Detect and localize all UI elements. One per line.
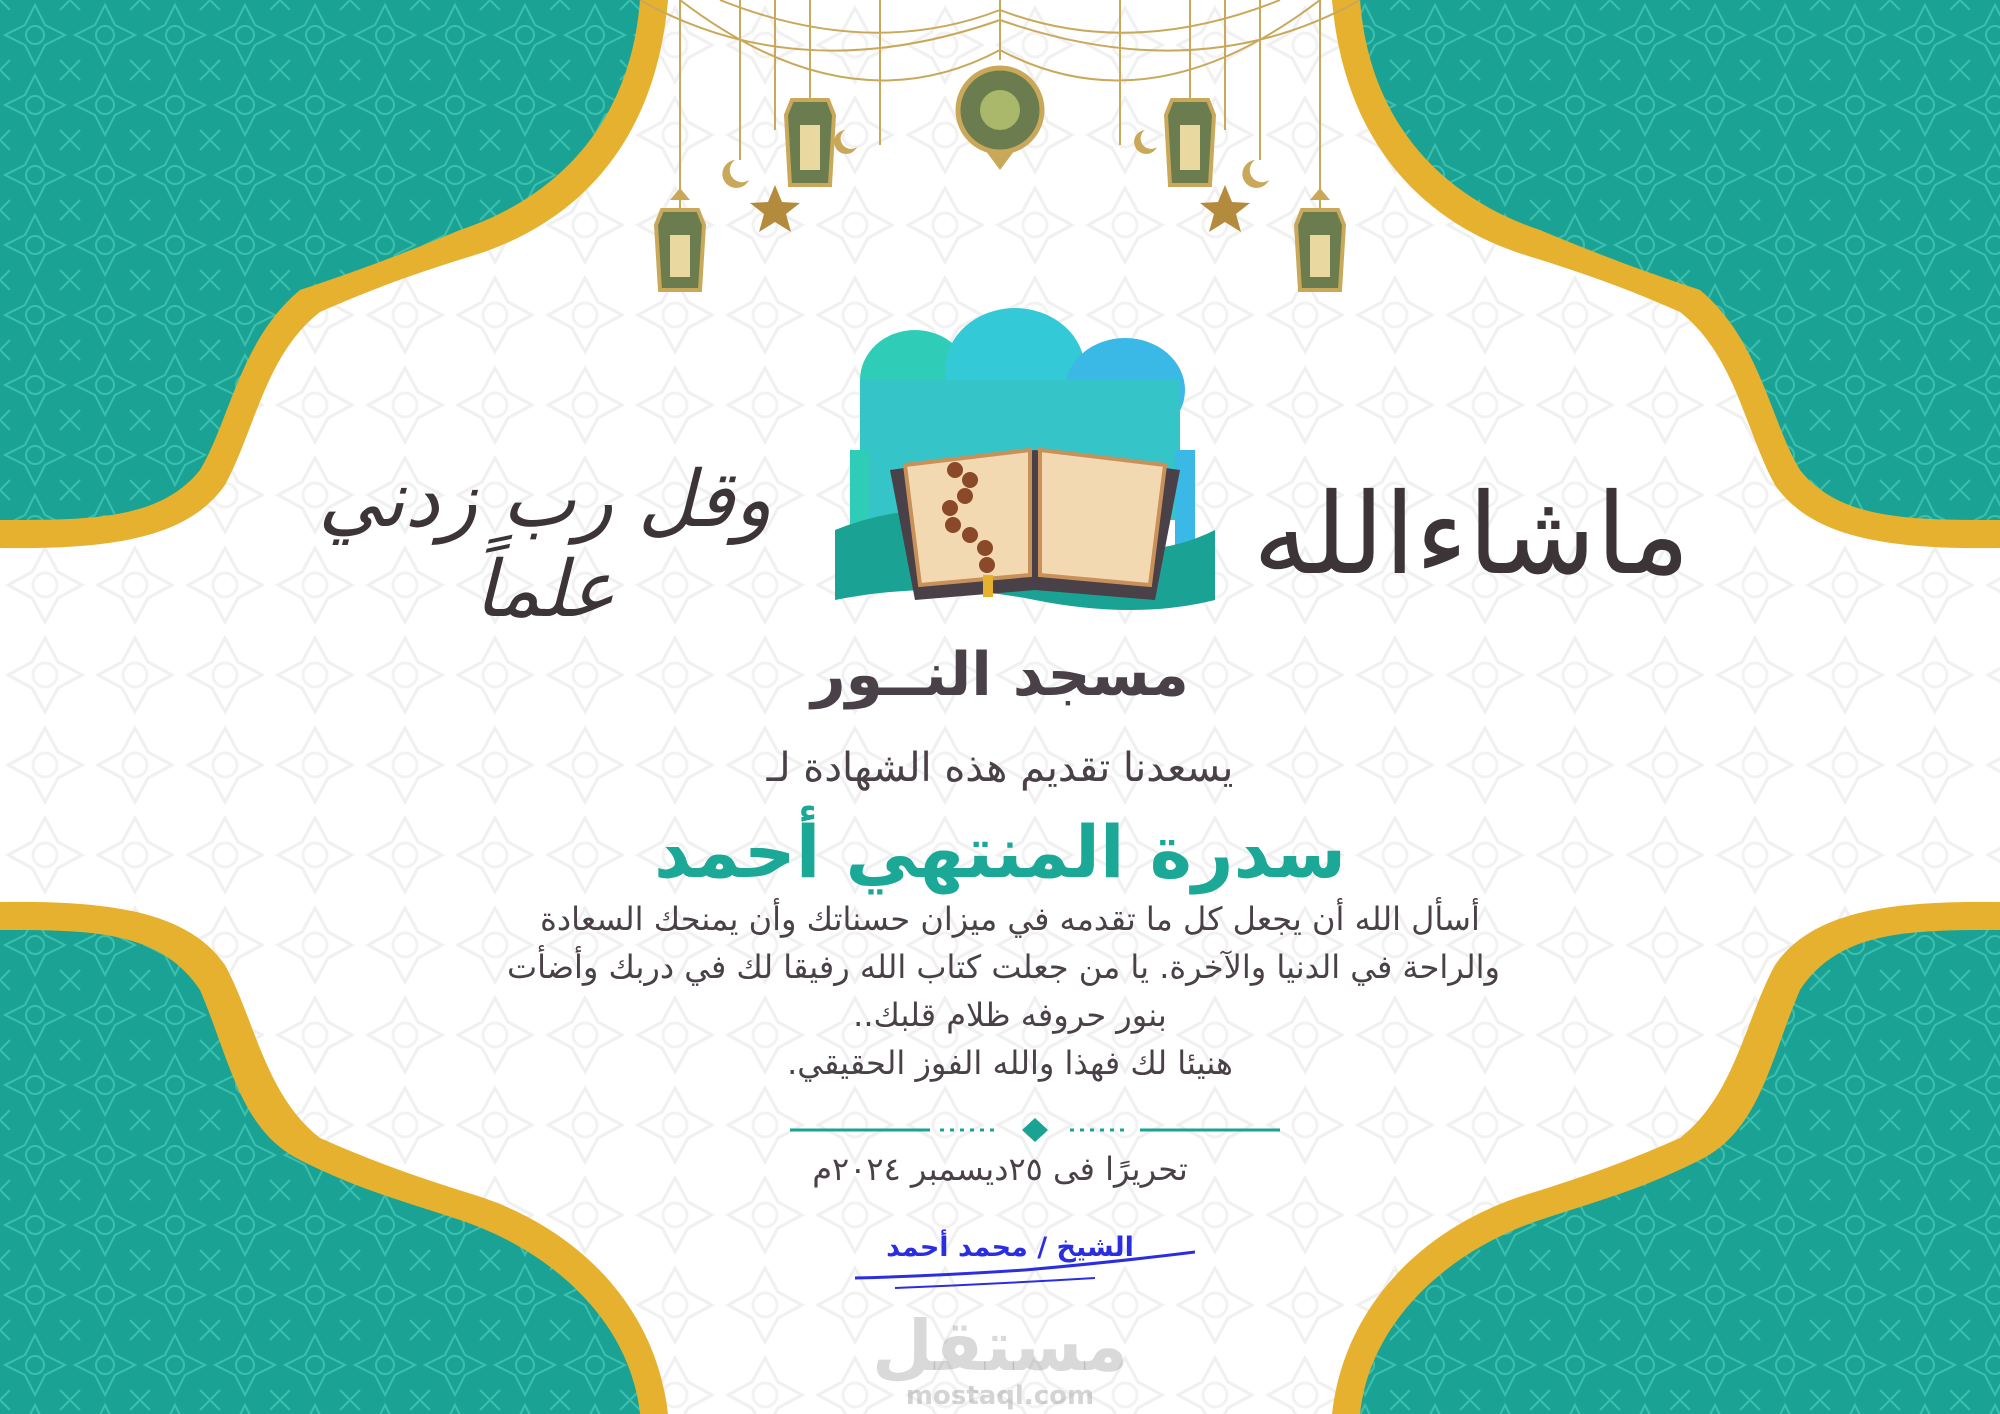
crescent-icon [1134, 130, 1157, 154]
crescent-icon [1242, 160, 1269, 188]
message-line: والراحة في الدنيا والآخرة. يا من جعلت كتاب الله رفيقا لك في دربك وأضأت [506, 948, 1500, 986]
mosque-emblem [835, 300, 1235, 640]
issue-date: تحريرًا فى ٢٥ديسمبر ٢٠٢٤م [812, 1150, 1188, 1188]
message-line: هنيئا لك فهذا والله الفوز الحقيقي. [787, 1044, 1233, 1082]
calligraphy-mashallah: ماشاءالله [1252, 470, 1690, 600]
lantern-icon [958, 68, 1042, 170]
star-icon [750, 185, 800, 232]
recipient-name: سدرة المنتهي أحمد [653, 810, 1347, 894]
crescent-icon [834, 130, 857, 154]
message-line: بنور حروفه ظلام قلبك.. [853, 996, 1167, 1034]
signature-stroke [855, 1248, 1195, 1293]
divider-ornament-icon [790, 1115, 1280, 1145]
star-icon [1200, 185, 1250, 232]
intro-line: يسعدنا تقديم هذه الشهادة لـ [766, 745, 1234, 791]
hanging-ornaments [600, 0, 1400, 320]
calligraphy-verse: وقل رب زدني علماً [318, 455, 772, 635]
quran-book-icon [890, 450, 1180, 600]
mosque-name: مسجد النــور [811, 640, 1189, 710]
signature-name: الشيخ / محمد أحمد [886, 1232, 1134, 1263]
lantern-icon [786, 100, 834, 185]
crescent-icon [722, 160, 749, 188]
watermark-logo: مستقل [871, 1305, 1128, 1387]
lantern-icon [1166, 100, 1214, 185]
message-line: أسأل الله أن يجعل كل ما تقدمه في ميزان حسناتك وأن يمنحك السعادة [540, 900, 1480, 938]
certificate-message [506, 895, 1500, 1087]
watermark-url: mostaql.com [905, 1381, 1095, 1411]
